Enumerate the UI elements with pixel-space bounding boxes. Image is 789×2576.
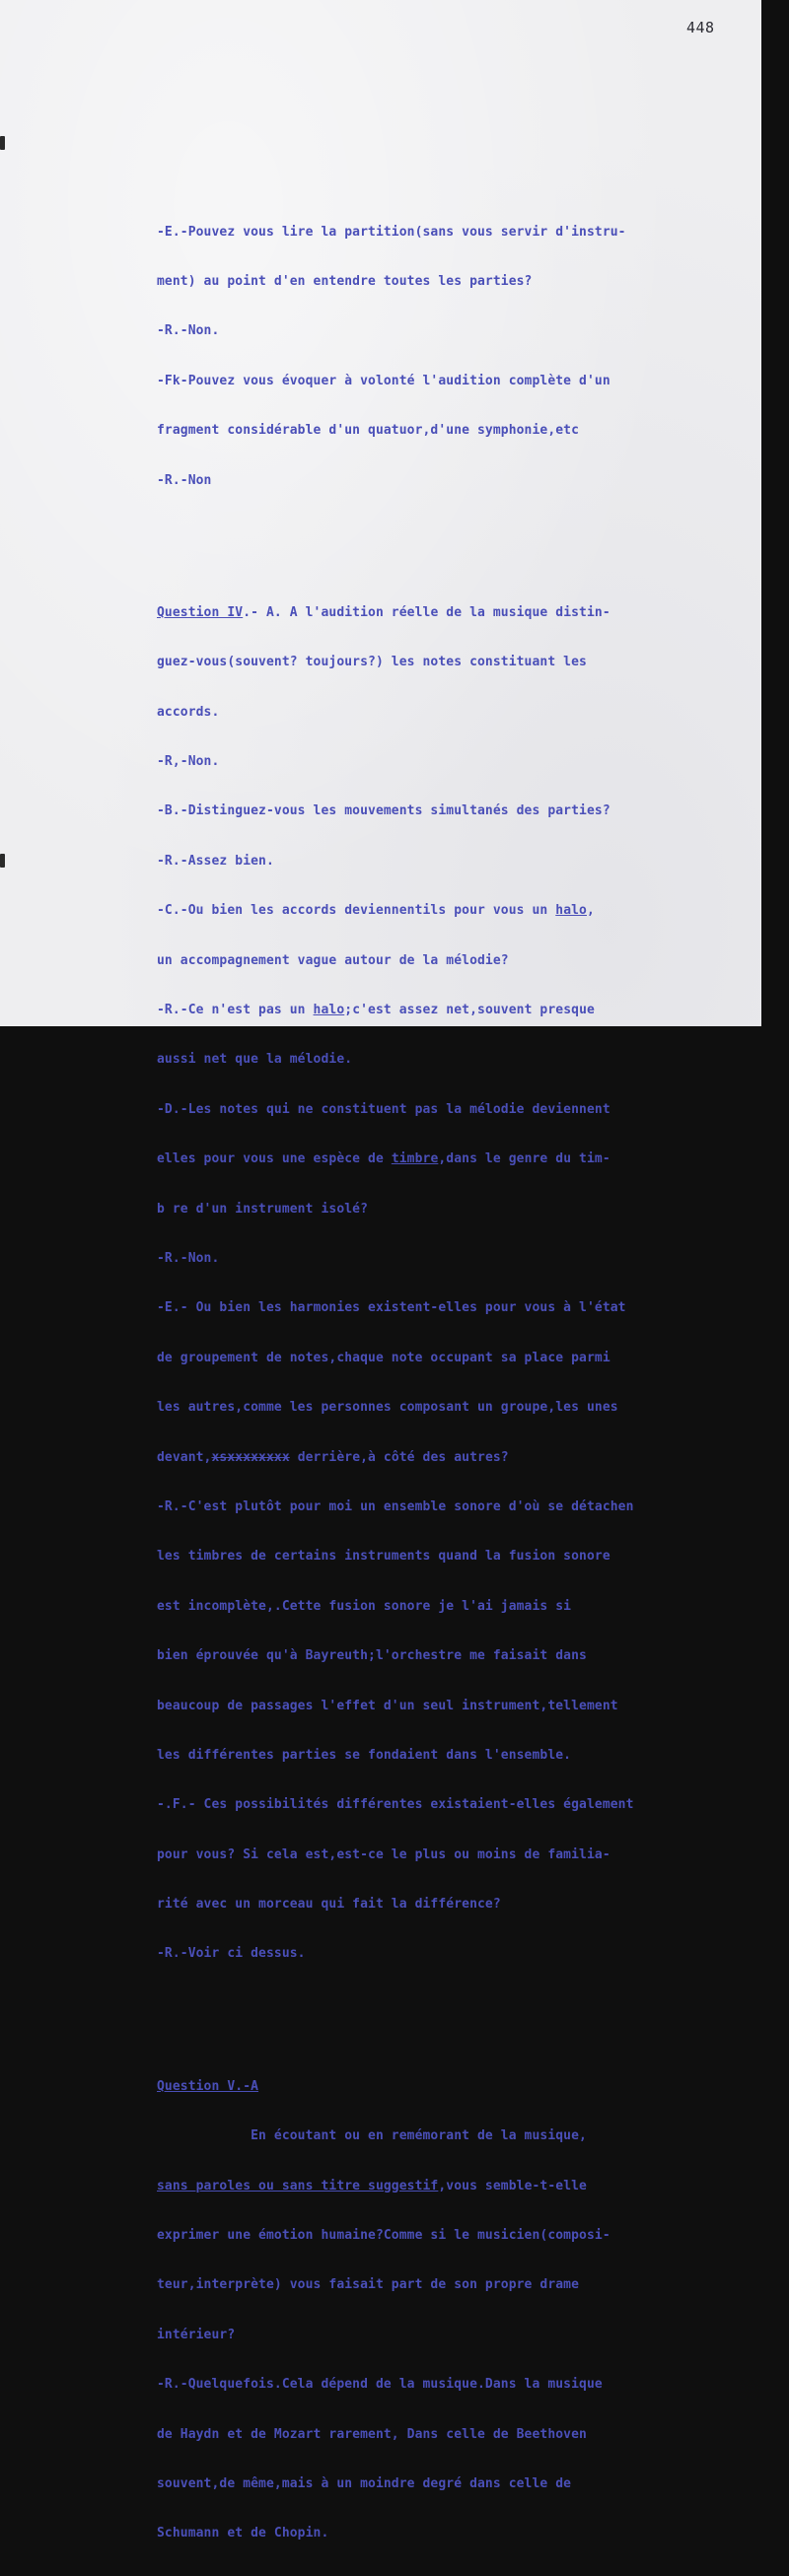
text-line: intérieur? (157, 2327, 236, 2342)
question-5-heading-line (157, 2079, 760, 2096)
text-fragment: ,dans le genre du tim- (438, 1151, 610, 1167)
text-line: les timbres de certains instruments quand la fusion sonore (157, 1549, 610, 1565)
text-fragment: ;c'est assez net,souvent presque (344, 1003, 595, 1018)
text-line: accords. (157, 704, 220, 720)
underlined-phrase: sans paroles ou sans titre suggestif (157, 2178, 439, 2193)
text-line: les différentes parties se fondaient dans l'ensemble. (157, 1747, 572, 1763)
underlined-word: halo (313, 1003, 345, 1018)
typed-text-body (157, 191, 760, 2576)
text-line: exprimer une émotion humaine?Comme si le musicien(composi- (157, 2228, 610, 2244)
text-line: -R,-Non. (157, 754, 220, 770)
scan-edge-mark (0, 136, 5, 150)
text-line: de Haydn et de Mozart rarement, Dans celle de Beethoven (157, 2426, 587, 2442)
text-line: un accompagnement vague autour de la mélodie? (157, 952, 509, 968)
text-line: aussi net que la mélodie. (157, 1052, 353, 1068)
text-line: ment) au point d'en entendre toutes les parties? (157, 273, 533, 289)
text-fragment: .- A. A l'audition réelle de la musique distin- (243, 604, 610, 620)
scan-edge-mark (0, 854, 5, 868)
text-line: b re d'un instrument isolé? (157, 1201, 369, 1217)
page-number: 448 (686, 19, 715, 36)
text-line (157, 1151, 760, 1168)
text-line: de groupement de notes,chaque note occupant sa place parmi (157, 1350, 610, 1365)
text-line: rité avec un morceau qui fait la différence? (157, 1897, 501, 1913)
text-line: -.F.- Ces possibilités différentes existaient-elles également (157, 1797, 634, 1813)
text-line (157, 2179, 760, 2195)
text-line: En écoutant ou en remémorant de la musique, (157, 2128, 587, 2144)
text-line (157, 1450, 760, 1467)
text-line: -E.-Pouvez vous lire la partition(sans vous servir d'instru- (157, 224, 626, 240)
text-line: souvent,de même,mais à un moindre degré dans celle de (157, 2475, 572, 2491)
text-line: est incomplète,.Cette fusion sonore je l'ai jamais si (157, 1598, 572, 1614)
struck-out-text: xsxxxxxxxx (211, 1449, 290, 1465)
text-line: -R.-Quelquefois.Cela dépend de la musique.Dans la musique (157, 2377, 603, 2393)
text-fragment: devant, (157, 1449, 212, 1465)
text-line: -R.-Voir ci dessus. (157, 1946, 306, 1962)
text-line: -R.-Assez bien. (157, 853, 274, 869)
text-line: -R.-C'est plutôt pour moi un ensemble sonore d'où se détachen (157, 1498, 634, 1514)
text-fragment: , (586, 903, 595, 919)
text-line (157, 1003, 760, 1019)
text-fragment: -R.-Ce n'est pas un (157, 1003, 314, 1018)
text-line: -Fk-Pouvez vous évoquer à volonté l'audition complète d'un (157, 373, 610, 388)
text-line: -D.-Les notes qui ne constituent pas la mélodie deviennent (157, 1101, 610, 1117)
text-line: bien éprouvée qu'à Bayreuth;l'orchestre me faisait dans (157, 1648, 587, 1664)
text-line: pour vous? Si cela est,est-ce le plus ou moins de familia- (157, 1846, 610, 1862)
text-line (157, 903, 760, 920)
text-line: teur,interprète) vous faisait part de son propre drame (157, 2277, 580, 2293)
text-fragment: elles pour vous une espèce de (157, 1151, 392, 1167)
text-line: guez-vous(souvent? toujours?) les notes constituant les (157, 655, 587, 670)
text-fragment: -C.-Ou bien les accords deviennentils pour vous un (157, 903, 556, 919)
text-fragment: ,vous semble-t-elle (438, 2178, 587, 2193)
text-line: les autres,comme les personnes composant un groupe,les unes (157, 1400, 618, 1416)
underlined-word: timbre (391, 1151, 439, 1167)
question-5-heading: Question V.-A (157, 2078, 259, 2094)
text-line: -R.-Non. (157, 1251, 220, 1266)
question-4-heading: Question IV (157, 604, 244, 620)
text-fragment: derrière,à côté des autres? (289, 1449, 509, 1465)
text-line: -E.- Ou bien les harmonies existent-elles pour vous à l'état (157, 1300, 626, 1316)
text-line: -R.-Non. (157, 323, 220, 339)
text-line: Schumann et de Chopin. (157, 2526, 329, 2541)
question-4-first-line (157, 605, 760, 622)
text-line: fragment considérable d'un quatuor,d'une symphonie,etc (157, 423, 580, 439)
text-line: beaucoup de passages l'effet d'un seul instrument,tellement (157, 1698, 618, 1713)
text-line: -R.-Non (157, 472, 212, 488)
text-line: -B.-Distinguez-vous les mouvements simultanés des parties? (157, 803, 610, 819)
underlined-word: halo (555, 903, 587, 919)
